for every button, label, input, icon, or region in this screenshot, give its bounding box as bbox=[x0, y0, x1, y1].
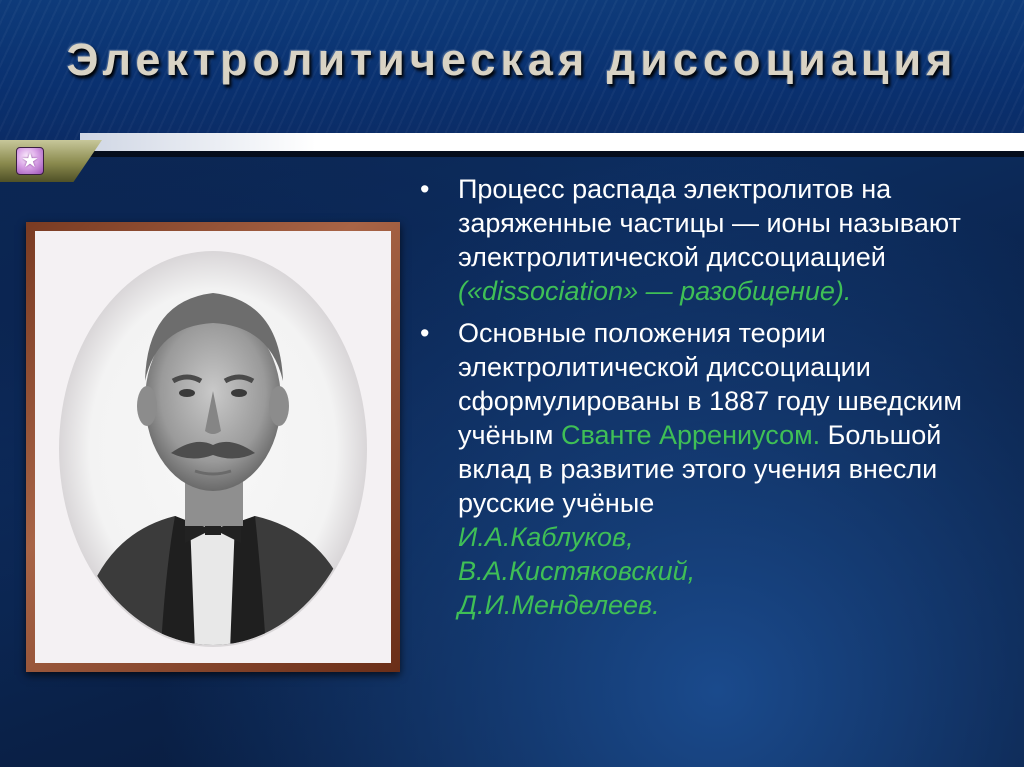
scientist-name: Сванте Аррениусом. bbox=[560, 420, 821, 450]
portrait-image bbox=[35, 231, 391, 663]
russian-scientists bbox=[458, 520, 998, 622]
portrait-frame bbox=[26, 222, 400, 672]
bullet-theory bbox=[418, 316, 998, 622]
star-icon[interactable]: ★ bbox=[16, 147, 44, 175]
slide-content bbox=[418, 172, 998, 630]
bullet-definition-highlight: («dissociation» — разобщение). bbox=[458, 276, 852, 306]
bullet-definition bbox=[418, 172, 998, 308]
header-band bbox=[0, 0, 1024, 140]
scientist-kistyakovsky: В.А.Кистяковский, bbox=[458, 556, 696, 586]
divider-stripe bbox=[80, 133, 1024, 151]
slide-title: Электролитическая диссоциация bbox=[66, 34, 958, 85]
scientist-mendeleev: Д.И.Менделеев. bbox=[458, 590, 660, 620]
bullet-list bbox=[418, 172, 998, 622]
divider-shadow bbox=[0, 151, 1024, 157]
bullet-definition-text: Процесс распада электролитов на заряженные частицы — ионы называют электролитической диссоциацией bbox=[458, 174, 961, 272]
scientist-kablukov: И.А.Каблуков, bbox=[458, 522, 634, 552]
bullet-theory-text: Основные положения теории электролитической диссоциации сформулированы в 1887 году шведским учёным bbox=[458, 318, 962, 450]
bullet-theory-text-2: Большой вклад в развитие этого учения внесли русские учёные bbox=[458, 420, 942, 518]
